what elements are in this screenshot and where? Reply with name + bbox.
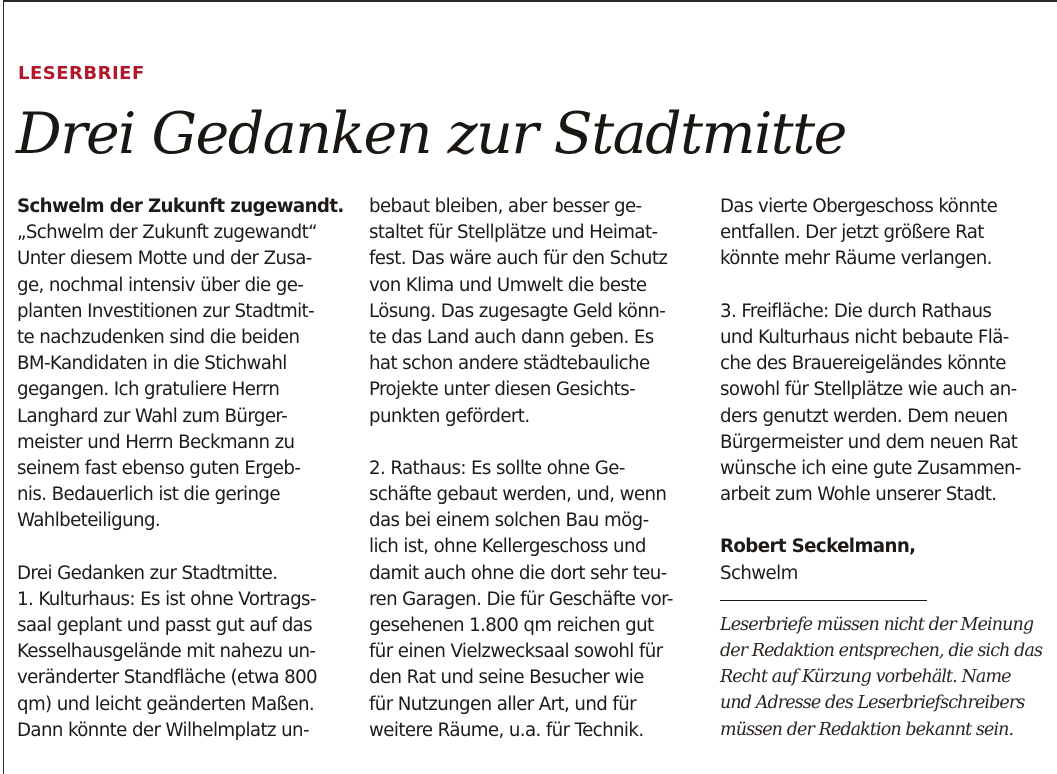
text-line: Bürgermeister und dem neuen Rat	[720, 431, 1018, 453]
column-2	[369, 194, 704, 744]
text-line: wünsche ich eine gute Zusammen-	[720, 457, 1021, 479]
text-line: schäfte gebaut werden, und, wenn	[369, 484, 667, 506]
text-line: 2. Rathaus: Es sollte ohne Ge-	[369, 457, 625, 479]
text-line: Langhard zur Wahl zum Bürger-	[17, 405, 288, 427]
text-line: Unter diesem Motte und der Zusa-	[17, 248, 312, 270]
text-line: te nachzudenken sind die beiden	[17, 326, 300, 348]
text-line: von Klima und Umwelt die beste	[369, 274, 647, 296]
text-line: Das vierte Obergeschoss könnte	[720, 196, 998, 217]
disclaimer-line: Leserbriefe müssen nicht der Meinung	[720, 614, 1034, 635]
column-3	[720, 194, 1055, 743]
paragraph-gap	[720, 273, 1055, 299]
top-rule	[4, 0, 1057, 2]
text-line: entfallen. Der jetzt größere Rat	[720, 222, 984, 244]
column-1	[17, 194, 357, 744]
text-line: gegangen. Ich gratuliere Herrn	[17, 379, 280, 401]
paragraph-gap	[369, 430, 704, 456]
text-line: Kesselhausgelände mit nahezu un-	[17, 641, 316, 663]
text-line: ren Garagen. Die für Geschäfte vor-	[369, 588, 673, 610]
text-line: sowohl für Stellplätze wie auch an-	[720, 379, 1017, 401]
text-line: könnte mehr Räume verlangen.	[720, 248, 992, 270]
text-line: BM-Kandidaten in die Stichwahl	[17, 353, 287, 375]
author-name: Robert Seckelmann,	[720, 536, 916, 558]
text-line: 1. Kulturhaus: Es ist ohne Vortrags-	[17, 588, 316, 610]
text-line: che des Brauereigeländes könnte	[720, 353, 1006, 375]
text-line: das bei einem solchen Bau mög-	[369, 510, 649, 532]
text-line: arbeit zum Wohle unserer Stadt.	[720, 484, 997, 506]
text-line: punkten gefördert.	[369, 405, 530, 427]
text-line: 3. Freifläche: Die durch Rathaus	[720, 300, 992, 322]
text-line: staltet für Stellplätze und Heimat-	[369, 222, 658, 244]
text-line: damit auch ohne die dort sehr teu-	[369, 562, 667, 584]
text-line: meister und Herrn Beckmann zu	[17, 431, 295, 453]
text-line: ge, nochmal intensiv über die ge-	[17, 274, 304, 296]
text-line: den Rat und seine Besucher wie	[369, 667, 644, 689]
text-line: und Kulturhaus nicht bebaute Flä-	[720, 326, 1009, 348]
text-line: Projekte unter diesen Gesichts-	[369, 379, 636, 401]
text-line: für Nutzungen aller Art, und für	[369, 693, 636, 715]
text-line: te das Land auch dann geben. Es	[369, 326, 654, 348]
signature-divider	[720, 600, 927, 601]
text-line: saal geplant und passt gut auf das	[17, 615, 313, 636]
text-line: ders genutzt werden. Dem neuen	[720, 405, 1008, 427]
text-line: Lösung. Das zugesagte Geld könn-	[369, 300, 666, 322]
disclaimer-line: müssen der Redaktion bekannt sein.	[720, 719, 1014, 740]
text-line: fest. Das wäre auch für den Schutz	[369, 248, 668, 270]
text-line: für einen Vielzwecksaal sowohl für	[369, 641, 663, 663]
text-line: Dann könnte der Wilhelmplatz un-	[17, 719, 309, 741]
text-line: weitere Räume, u.a. für Technik.	[369, 719, 644, 741]
paragraph-gap	[720, 508, 1055, 534]
disclaimer-line: Recht auf Kürzung vorbehält. Name	[720, 667, 1011, 688]
text-line: nis. Bedauerlich ist die geringe	[17, 484, 280, 506]
text-line: planten Investitionen zur Stadtmit-	[17, 300, 315, 322]
text-line: veränderter Standfläche (etwa 800	[17, 667, 318, 689]
left-rule	[3, 0, 4, 774]
text-line: Wahlbeteiligung.	[17, 510, 161, 532]
text-line: qm) und leicht geänderten Maßen.	[17, 693, 315, 715]
lead-heading: Schwelm der Zukunft zugewandt.	[17, 196, 344, 217]
text-line: „Schwelm der Zukunft zugewandt“	[17, 222, 317, 244]
disclaimer-line: und Adresse des Leserbriefschreibers	[720, 693, 1025, 714]
text-line: bebaut bleiben, aber besser ge-	[369, 196, 642, 217]
text-line: Drei Gedanken zur Stadtmitte.	[17, 562, 278, 584]
author-city: Schwelm	[720, 562, 798, 584]
article-headline: Drei Gedanken zur Stadtmitte	[16, 101, 846, 167]
section-kicker: LESERBRIEF	[18, 63, 145, 84]
text-line: gesehenen 1.800 qm reichen gut	[369, 615, 654, 636]
paragraph-gap	[17, 534, 357, 560]
text-line: hat schon andere städtebauliche	[369, 353, 650, 375]
disclaimer-line: der Redaktion entsprechen, die sich das	[720, 641, 1043, 662]
text-line: seinem fast ebenso guten Ergeb-	[17, 457, 301, 479]
text-line: lich ist, ohne Kellergeschoss und	[369, 536, 646, 558]
